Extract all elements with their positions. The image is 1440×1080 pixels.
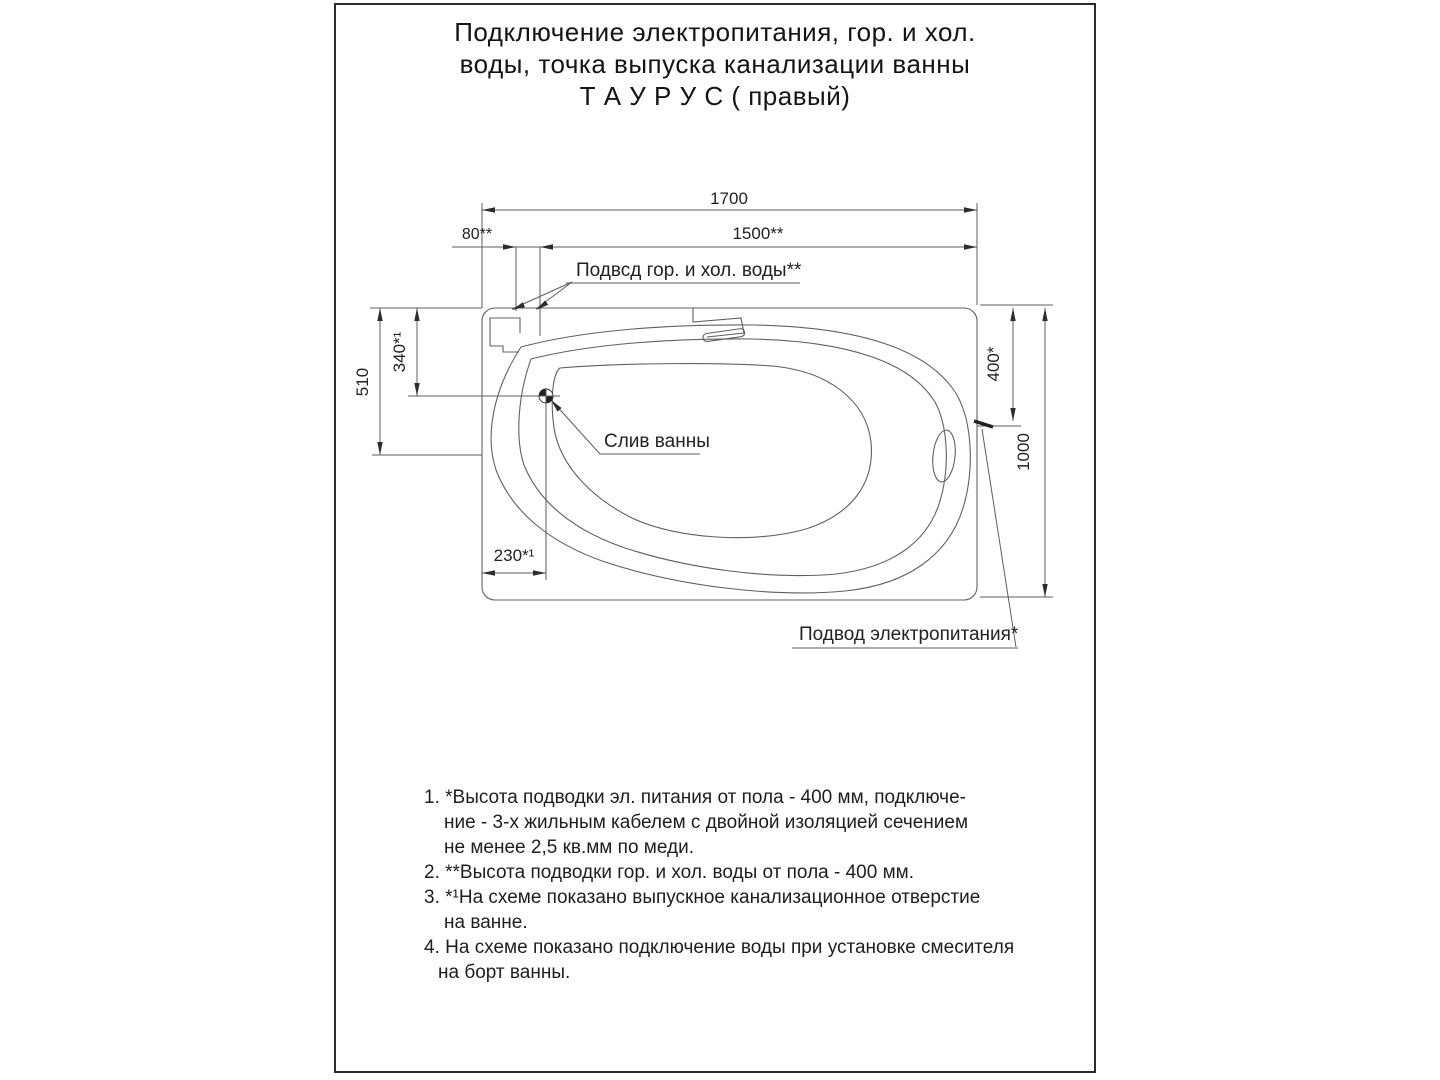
- callout-labels: [576, 260, 1019, 645]
- drain-label: Слив ванны: [604, 431, 710, 452]
- title-line-1: Подключение электропитания, гор. и хол.: [454, 17, 976, 47]
- dim-400: 400*: [984, 346, 1003, 382]
- dim-510: 510: [353, 367, 372, 397]
- note-line: 3. *¹На схеме показано выпускное канализационное отверстие: [424, 887, 981, 908]
- title-line-3: Т А У Р У С ( правый): [579, 81, 851, 111]
- bathtub-linework: [482, 308, 977, 600]
- note-line: 2. **Высота подводки гор. и хол. воды от пола - 400 мм.: [424, 862, 915, 883]
- top-step: [693, 308, 744, 337]
- tub-inner-rim: [519, 339, 946, 576]
- leader-lines: [512, 282, 1018, 648]
- dim-230: 230*¹: [493, 546, 535, 565]
- dim-80: 80**: [461, 226, 493, 243]
- dim-1700: 1700: [710, 189, 748, 208]
- note-line: на борт ванны.: [438, 962, 571, 983]
- power-supply-label: Подвод электропитания*: [799, 624, 1019, 645]
- corner-notch: [490, 318, 520, 352]
- dimension-labels: [353, 189, 1033, 565]
- dim-1000: 1000: [1014, 433, 1033, 471]
- tub-footprint-rectangle: [482, 308, 977, 600]
- note-line: 1. *Высота подводки эл. питания от пола - 400 мм, подключе-: [424, 787, 966, 808]
- water-supply-label: Подвсд гор. и хол. воды**: [576, 260, 802, 281]
- tub-outer-rim: [491, 325, 970, 593]
- note-line: на ванне.: [444, 912, 528, 933]
- tub-basin: [552, 364, 871, 538]
- side-jet-oval: [930, 429, 957, 483]
- notes-list: [424, 785, 1015, 985]
- dim-340: 340*¹: [390, 331, 409, 373]
- note-line: ние - 3-х жильным кабелем с двойной изоляцией сечением: [444, 812, 969, 833]
- title-line-2: воды, точка выпуска канализации ванны: [459, 49, 971, 79]
- dim-1500: 1500**: [732, 224, 784, 243]
- note-line: 4. На схеме показано подключение воды при установке смесителя: [424, 937, 1015, 958]
- note-line: не менее 2,5 кв.мм по меди.: [444, 837, 694, 858]
